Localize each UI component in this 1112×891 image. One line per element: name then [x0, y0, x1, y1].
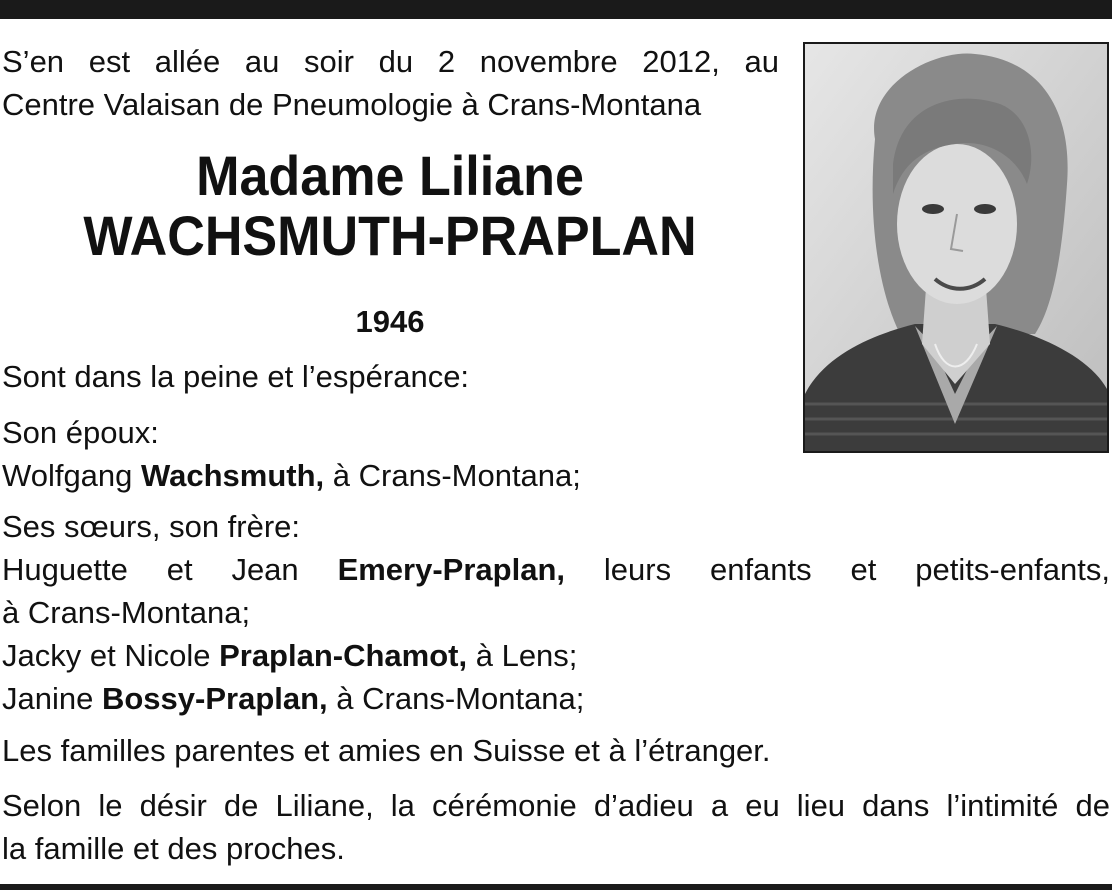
intro-line-2: Centre Valaisan de Pneumologie à Crans-Montana [2, 87, 702, 122]
bottom-rule [0, 884, 1112, 890]
deceased-name [0, 146, 780, 266]
sibling-entry-1-place: à Crans-Montana; [2, 595, 251, 630]
deceased-name-line-2: WACHSMUTH-PRAPLAN [83, 204, 697, 267]
sibling-2-place: à Lens; [467, 638, 578, 673]
sibling-3-first-name: Janine [2, 681, 102, 716]
sibling-1-first-names: Huguette et Jean [2, 552, 338, 587]
deceased-name-line-1: Madame Liliane [196, 144, 584, 207]
ceremony-line-1: Selon le désir de Liliane, la cérémonie d’adieu a eu lieu dans l’intimité de [2, 788, 1110, 823]
sibling-1-surname: Emery-Praplan, [337, 552, 565, 587]
sibling-entry-3 [2, 677, 1110, 720]
mourning-line: Sont dans la peine et l’espérance: [2, 359, 470, 394]
spouse-surname: Wachsmuth, [141, 458, 325, 493]
spouse-entry [2, 454, 1110, 497]
birth-year: 1946 [355, 304, 425, 339]
sibling-3-surname: Bossy-Praplan, [101, 681, 328, 716]
sibling-3-place: à Crans-Montana; [327, 681, 585, 716]
sibling-2-surname: Praplan-Chamot, [219, 638, 468, 673]
families-line: Les familles parentes et amies en Suisse et à l’étranger. [2, 733, 771, 768]
spouse-place: à Crans-Montana; [324, 458, 581, 493]
intro-text [2, 40, 779, 126]
spouse-first-name: Wolfgang [2, 458, 142, 493]
spouse-heading: Son époux: [2, 415, 159, 450]
sibling-entry-1 [2, 548, 1110, 591]
sibling-2-first-names: Jacky et Nicole [2, 638, 220, 673]
siblings-heading: Ses sœurs, son frère: [2, 509, 301, 544]
siblings-section [2, 505, 1110, 720]
sibling-1-descendants: leurs enfants et petits-enfants, [565, 552, 1111, 587]
intro-line-1: S’en est allée au soir du 2 novembre 2012, au [2, 44, 779, 79]
sibling-entry-2 [2, 634, 1110, 677]
top-rule [0, 0, 1112, 19]
spouse-section [2, 411, 1110, 497]
ceremony-line-2: la famille et des proches. [2, 831, 345, 866]
ceremony-text [2, 784, 1110, 870]
